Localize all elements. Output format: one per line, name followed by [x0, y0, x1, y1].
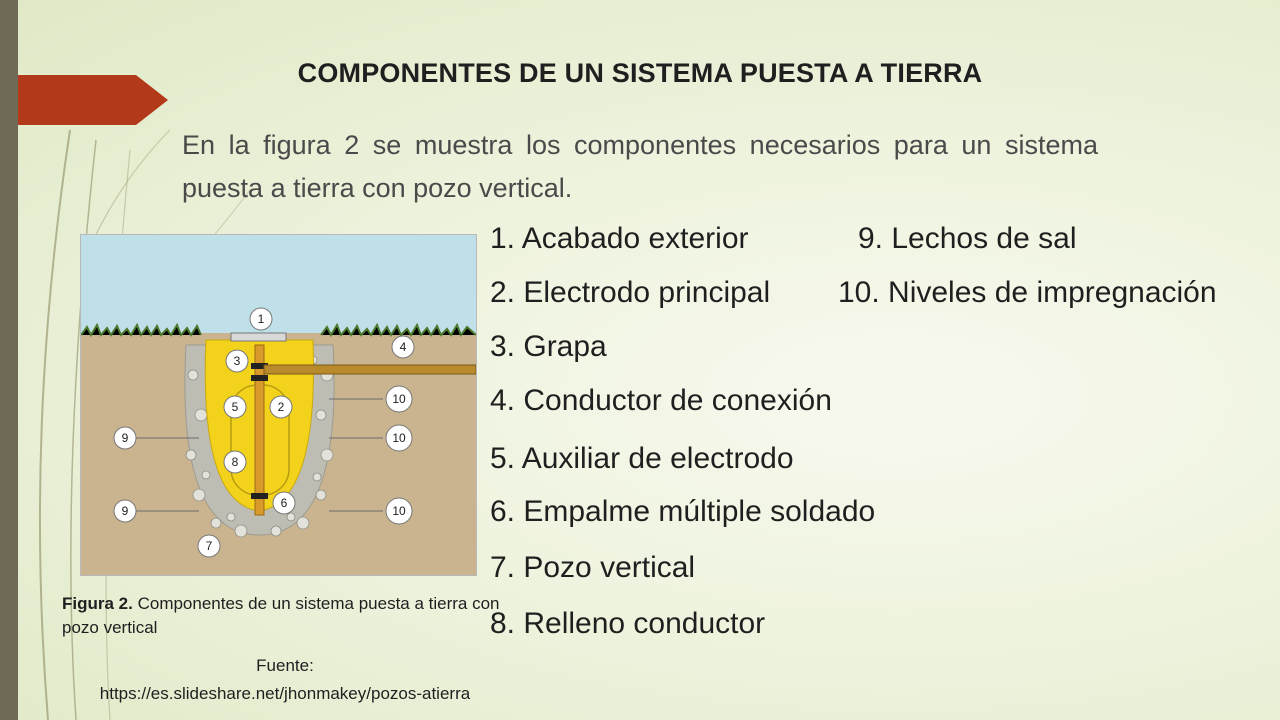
figure-callout-8	[224, 451, 246, 473]
source-link[interactable]: https://es.slideshare.net/jhonmakey/pozos-atierra	[99, 684, 471, 703]
component-item-10: 10. Niveles de impregnación	[838, 276, 1217, 309]
svg-text:10: 10	[392, 392, 406, 406]
grounding-system-figure	[80, 234, 477, 576]
figure-callout-1	[250, 308, 272, 330]
figure-callout-7	[198, 535, 220, 557]
figure-callout-4	[392, 336, 414, 358]
component-item-6: 6. Empalme múltiple soldado	[490, 495, 876, 528]
figure-callout-10	[386, 498, 412, 524]
figure-sky	[81, 235, 476, 335]
figure-main-electrode	[255, 345, 264, 515]
figure-welded-joint	[251, 493, 268, 499]
source-label: Fuente:	[256, 656, 314, 675]
figure-inspection-box	[231, 333, 286, 341]
svg-text:9: 9	[121, 431, 129, 445]
svg-text:6: 6	[280, 496, 288, 510]
svg-text:4: 4	[399, 340, 407, 354]
component-item-7: 7. Pozo vertical	[490, 551, 696, 584]
figure-connection-conductor	[264, 365, 476, 374]
svg-text:1: 1	[257, 312, 265, 326]
component-item-3: 3. Grapa	[490, 330, 607, 363]
figure-callout-10	[386, 425, 412, 451]
component-item-8: 8. Relleno conductor	[490, 607, 766, 640]
svg-text:5: 5	[231, 400, 239, 414]
svg-text:9: 9	[121, 504, 129, 518]
figure-caption-label: Figura 2.	[62, 594, 133, 613]
svg-text:3: 3	[233, 354, 241, 368]
figure-callout-10	[386, 386, 412, 412]
component-item-2: 2. Electrodo principal	[490, 276, 771, 309]
figure-callout-2	[270, 396, 292, 418]
component-item-4: 4. Conductor de conexión	[490, 384, 832, 417]
svg-text:2: 2	[277, 400, 285, 414]
svg-text:10: 10	[392, 504, 406, 518]
component-item-5: 5. Auxiliar de electrodo	[490, 442, 794, 475]
figure-callout-9	[114, 427, 136, 449]
svg-text:7: 7	[205, 539, 213, 553]
component-item-9: 9. Lechos de sal	[858, 222, 1077, 255]
svg-text:10: 10	[392, 431, 406, 445]
figure-caption	[62, 592, 502, 640]
figure-callout-6	[273, 492, 295, 514]
figure-callout-3	[226, 350, 248, 372]
figure-callout-9	[114, 500, 136, 522]
figure-callout-5	[224, 396, 246, 418]
svg-text:8: 8	[231, 455, 239, 469]
intro-paragraph: En la figura 2 se muestra los componentes necesarios para un sistema puesta a tierra con pozo vertical.	[182, 130, 1098, 203]
figure-caption-text: Componentes de un sistema puesta a tierra con pozo vertical	[62, 594, 500, 637]
component-item-1: 1. Acabado exterior	[490, 222, 749, 255]
slide-title: COMPONENTES DE UN SISTEMA PUESTA A TIERRA	[297, 58, 983, 88]
